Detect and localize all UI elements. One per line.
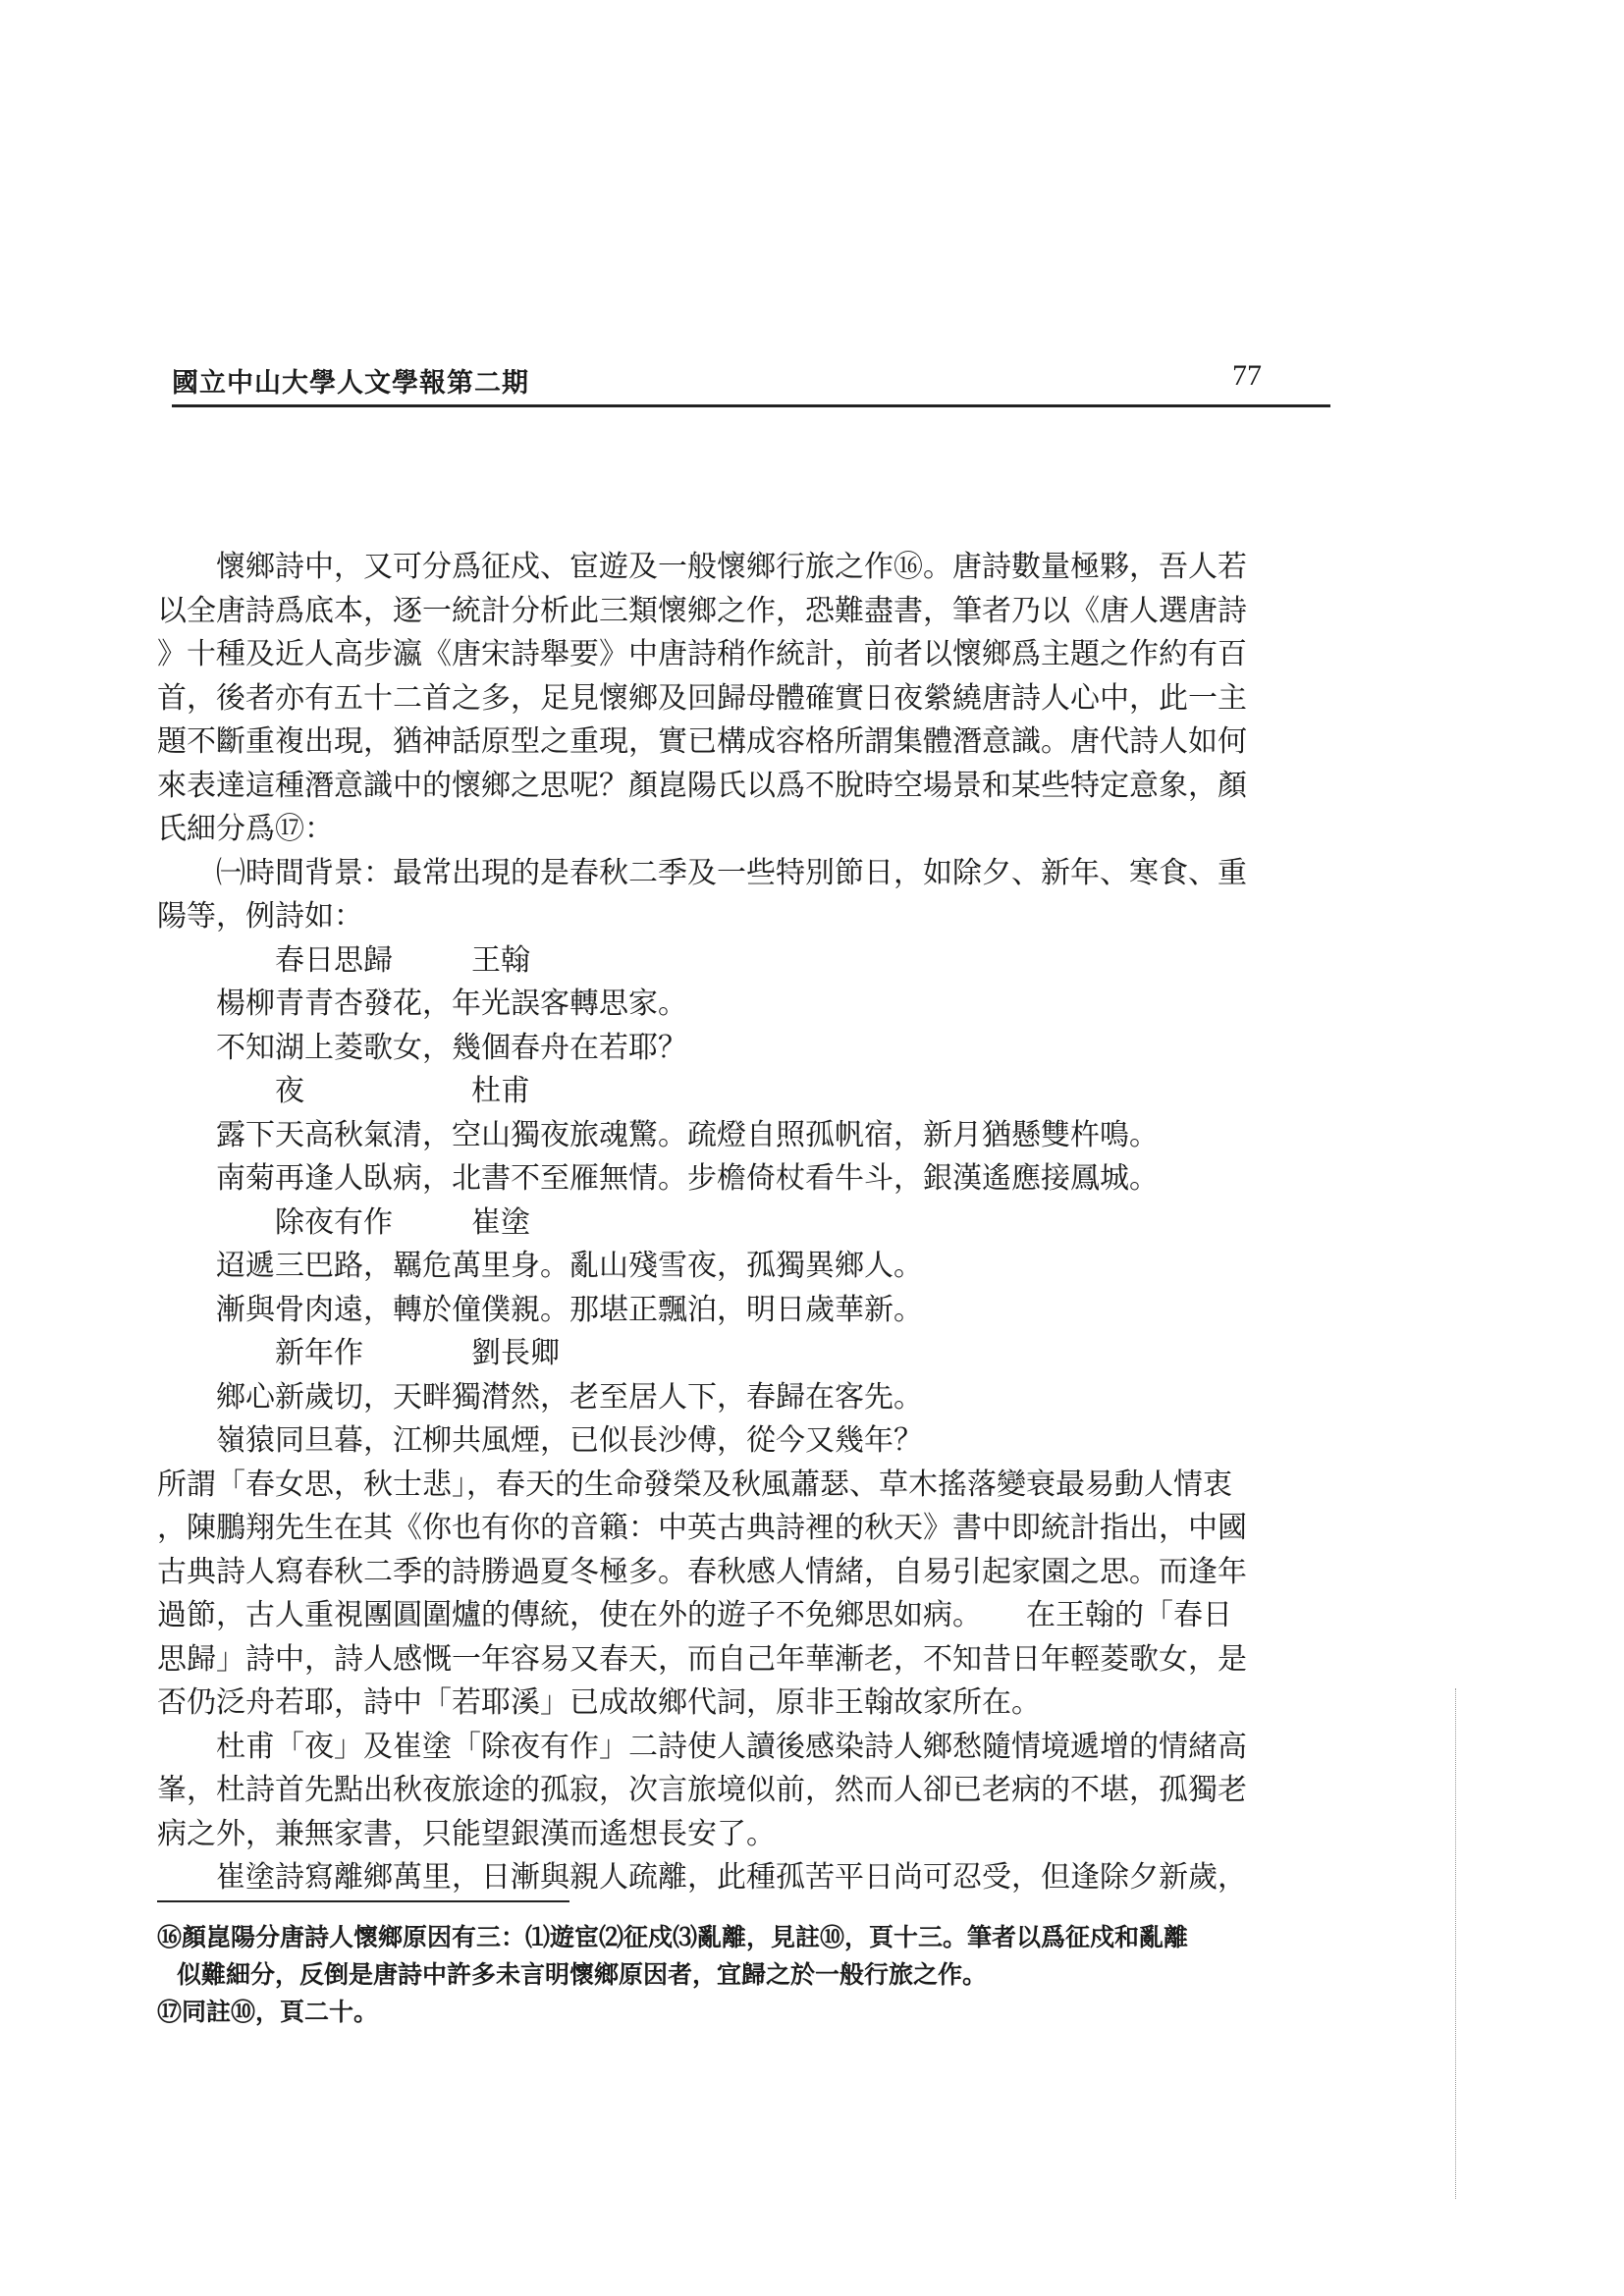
header-rule [172,404,1330,407]
body-text [157,546,1247,1900]
paragraph-line: 古典詩人寫春秋二季的詩勝過夏冬極多。春秋感人情緒，自易引起家園之思。而逢年 [157,1554,1247,1589]
poem-title-row [157,1201,1237,1246]
footnote-16-continued: 似難細分，反倒是唐詩中許多未言明懷鄉原因者，宜歸之於一般行旅之作。 [177,1960,988,1989]
paragraph-line: 懷鄉詩中，又可分爲征戍、宦遊及一般懷鄉行旅之作⑯。唐詩數量極夥，吾人若 [216,550,1247,584]
poem-line: 漸與骨肉遠，轉於僮僕親。那堪正飄泊，明日歲華新。 [216,1292,923,1327]
footnotes [157,1919,1237,2031]
poem-line: 鄉心新歲切，天畔獨潸然，老至居人下，春歸在客先。 [216,1379,923,1415]
poem-author: 劉長卿 [471,1336,560,1370]
poem-author: 杜甫 [471,1074,530,1108]
paragraph-line: 病之外，兼無家書，只能望銀漢而遙想長安了。 [157,1816,776,1851]
poem-title: 新年作 [275,1336,363,1370]
footnote-16: ⑯顏崑陽分唐詩人懷鄉原因有三：⑴遊宦⑵征戍⑶亂離，見註⑩，頁十三。筆者以爲征戍和亂離 [157,1923,1189,1951]
poem-line: 不知湖上菱歌女，幾個春舟在若耶？ [216,1030,687,1065]
paragraph-line: 否仍泛舟若耶，詩中「若耶溪」已成故鄉代詞，原非王翰故家所在。 [157,1685,1041,1720]
footnote-separator [157,1900,569,1902]
paragraph-line: 氏細分爲⑰： [157,812,334,846]
section-heading-line: ㈠時間背景：最常出現的是春秋二季及一些特別節日，如除夕、新年、寒食、重 [216,855,1247,890]
poem-author: 王翰 [471,942,530,978]
poem-line: 迢遞三巴路，羈危萬里身。亂山殘雪夜，孤獨異鄉人。 [216,1249,923,1283]
paragraph-line: 杜甫「夜」及崔塗「除夜有作」二詩使人讀後感染詩人鄉愁隨情境遞增的情緒高 [216,1729,1247,1764]
paragraph-line: 題不斷重複出現，猶神話原型之重現，實已構成容格所謂集體潛意識。唐代詩人如何 [157,724,1247,759]
footnote-17: ⑰同註⑩，頁二十。 [157,1998,379,2026]
poem-line: 楊柳青青杏發花，年光誤客轉思家。 [216,987,687,1021]
poem-line: 南菊再逢人臥病，北書不至雁無情。步檐倚杖看牛斗，銀漢遙應接鳳城。 [216,1161,1159,1196]
poem-line: 露下天高秋氣清，空山獨夜旅魂驚。疏燈自照孤帆宿，新月猶懸雙杵鳴。 [216,1117,1159,1152]
paragraph-line: 來表達這種潛意識中的懷鄉之思呢？顏崑陽氏以爲不脫時空場景和某些特定意象，顏 [157,768,1247,803]
paragraph-line: 所謂「春女思，秋士悲」，春天的生命發榮及秋風蕭瑟、草木搖落變衰最易動人情衷 [157,1467,1232,1502]
paragraph-line: 》十種及近人高步瀛《唐宋詩舉要》中唐詩稍作統計，前者以懷鄉爲主題之作約有百 [157,637,1247,671]
poem-title: 春日思歸 [275,942,393,978]
paragraph-line: 以全唐詩爲底本，逐一統計分析此三類懷鄉之作，恐難盡書，筆者乃以《唐人選唐詩 [157,593,1247,628]
poem-title: 夜 [275,1074,304,1108]
poem-author: 崔塗 [471,1204,530,1240]
scan-edge-mark [1455,1688,1457,2199]
poem-line: 嶺猿同旦暮，江柳共風煙，已似長沙傅，從今又幾年？ [216,1423,923,1458]
paragraph-line: 過節，古人重視團圓圍爐的傳統，使在外的遊子不免鄉思如病。 在王翰的「春日 [157,1598,1232,1632]
paragraph-line: 崔塗詩寫離鄉萬里，日漸與親人疏離，此種孤苦平日尚可忍受，但逢除夕新歲， [216,1860,1247,1895]
paragraph-line: 陽等，例詩如： [157,899,363,934]
poem-title-row [157,1332,1237,1376]
paragraph-line: 思歸」詩中，詩人感慨一年容易又春天，而自己年華漸老，不知昔日年輕菱歌女，是 [157,1641,1247,1677]
paragraph-line: 首，後者亦有五十二首之多，足見懷鄉及回歸母體確實日夜縈繞唐詩人心中，此一主 [157,680,1247,716]
poem-title-row [157,939,1237,984]
paragraph-line: ，陳鵬翔先生在其《你也有你的音籟：中英古典詩裡的秋天》書中即統計指出，中國 [157,1511,1247,1545]
running-header [172,355,1330,404]
poem-title: 除夜有作 [275,1204,393,1240]
journal-title: 國立中山大學人文學報第二期 [172,368,529,399]
paragraph-line: 峯，杜詩首先點出秋夜旅途的孤寂，次言旅境似前，然而人卻已老病的不堪，孤獨老 [157,1773,1247,1807]
poem-title-row [157,1070,1237,1114]
page-number: 77 [1232,359,1262,392]
